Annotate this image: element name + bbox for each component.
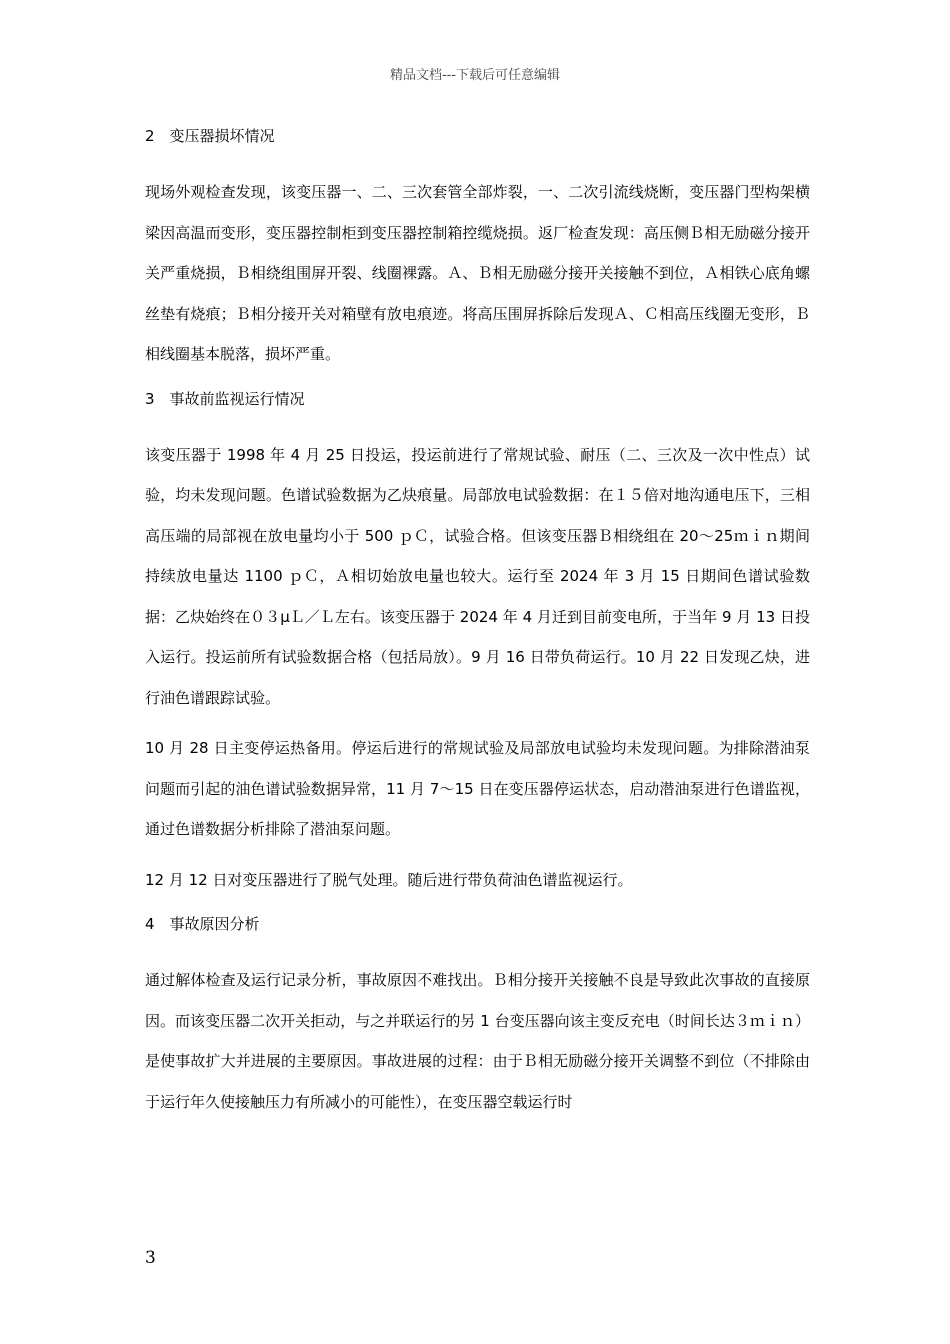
paragraph: 10 月 28 日主变停运热备用。停运后进行的常规试验及局部放电试验均未发现问题。为排除潜油泵问题而引起的油色谱试验数据异常，11 月 7～15 日在变压器停运状态，启动潜油泵进行色谱监视，通过色谱数据分析排除了潜油泵问题。 [145, 739, 810, 838]
paragraph: 12 月 12 日对变压器进行了脱气处理。随后进行带负荷油色谱监视运行。 [145, 870, 633, 889]
paragraph: 通过解体检查及运行记录分析，事故原因不难找出。Ｂ相分接开关接触不良是导致此次事故的直接原因。而该变压器二次开关拒动，与之并联运行的另 1 台变压器向该主变反充电（时间长达３ｍｉｎ）是使事故扩大并进展的主要原因。事故进展的过程：由于Ｂ相无励磁分接开关调整不到位（不排除由于运行年久使接触压力有所减小的可能性），在变压器空载运行时 [145, 971, 810, 1111]
section-damage [145, 122, 810, 375]
page-number: 3 [145, 1248, 156, 1268]
page-header: 精品文档---下载后可任意编辑 [389, 68, 561, 83]
document-body [145, 122, 810, 1132]
section-heading: 4 事故原因分析 [145, 915, 260, 933]
section-heading: 2 变压器损坏情况 [145, 127, 275, 145]
section-monitoring [145, 385, 810, 901]
paragraph: 该变压器于 1998 年 4 月 25 日投运，投运前进行了常规试验、耐压（二、三次及一次中性点）试验，均未发现问题。色谱试验数据为乙炔痕量。局部放电试验数据：在１５倍对地沟通电压下，三相高压端的局部视在放电量均小于 500 ｐＣ，试验合格。但该变压器Ｂ相绕组在 20～25ｍｉｎ期间持续放电量达 1100 ｐＣ，Ａ相切始放电量也较大。运行至 2024 年 3 月 15 日期间色谱试验数据：乙炔始终在０３μＬ／Ｌ左右。该变压器于 2024 年 4 月迁到目前变电所，于当年 9 月 13 日投入运行。投运前所有试验数据合格（包括局放）。9 月 16 日带负荷运行。10 月 22 日发现乙炔，进行油色谱跟踪试验。 [145, 445, 810, 707]
section-heading: 3 事故前监视运行情况 [145, 389, 305, 408]
section-cause-analysis [145, 910, 810, 1122]
paragraph: 现场外观检查发现，该变压器一、二、三次套管全部炸裂，一、二次引流线烧断，变压器门型构架横梁因高温而变形，变压器控制柜到变压器控制箱控缆烧损。返厂检查发现：高压侧Ｂ相无励磁分接开关严重烧损，Ｂ相绕组围屏开裂、线圈裸露。Ａ、Ｂ相无励磁分接开关接触不到位，Ａ相铁心底角螺丝垫有烧痕；Ｂ相分接开关对箱壁有放电痕迹。将高压围屏拆除后发现Ａ、Ｃ相高压线圈无变形，Ｂ相线圈基本脱落，损坏严重。 [145, 183, 810, 363]
